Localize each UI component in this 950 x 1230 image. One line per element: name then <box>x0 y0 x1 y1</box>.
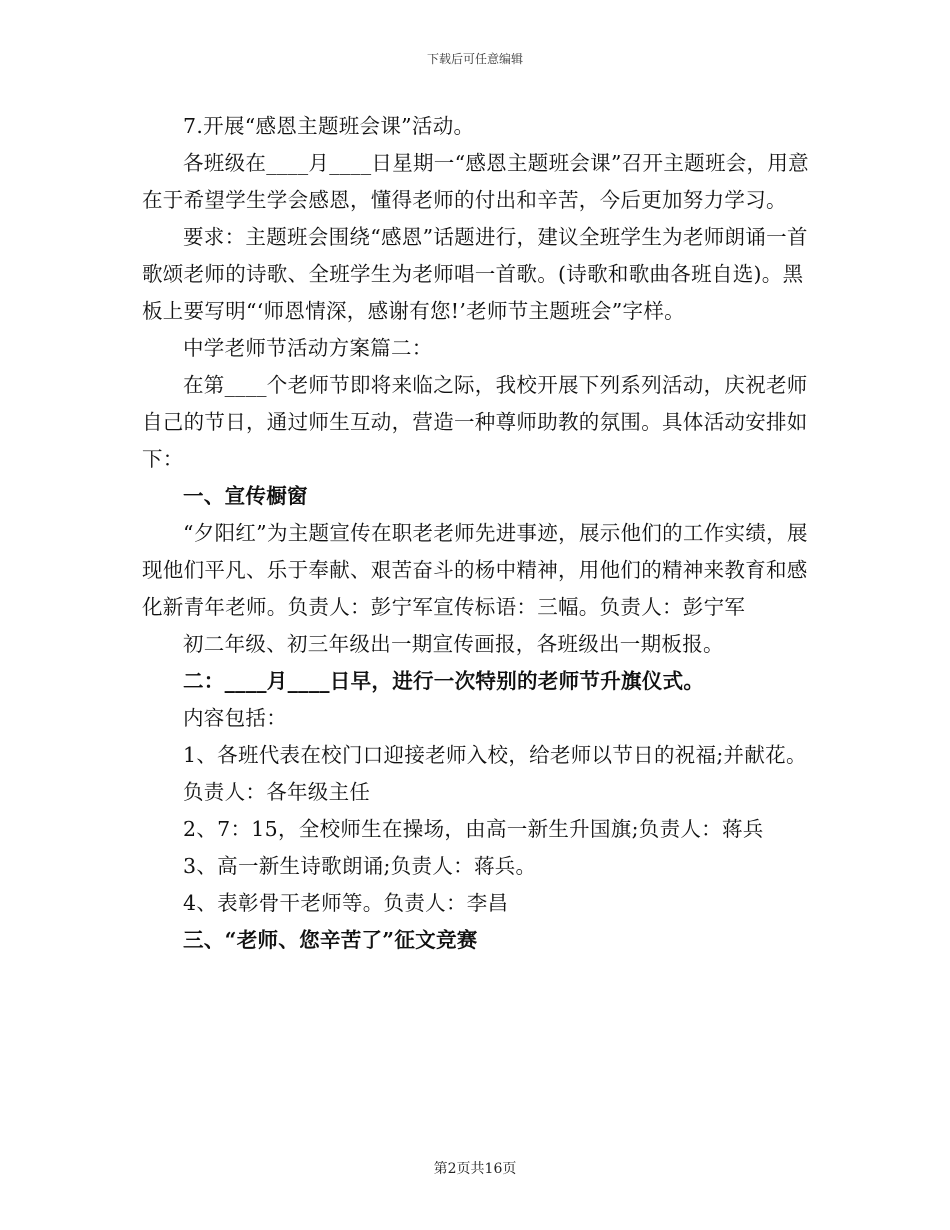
section-heading-1: 一、宣传橱窗 <box>183 484 308 508</box>
paragraph-10: 内容包括： <box>183 706 287 730</box>
paragraph-8: 初二年级、初三年级出一期宣传画报，各班级出一期板报。 <box>183 632 724 656</box>
document-body <box>142 108 812 959</box>
paragraph-7: “夕阳红”为主题宣传在职老老师先进事迹，展示他们的工作实绩，展现他们平凡、乐于奉献、艰苦奋斗的杨中精神，用他们的精神来教育和感化新青年老师。负责人：彭宁军宣传标语：三幅。负责人：彭宁军 <box>142 521 808 619</box>
paragraph-3: 要求：主题班会围绕“感恩”话题进行，建议全班学生为老师朗诵一首歌颂老师的诗歌、全班学生为老师唱一首歌。(诗歌和歌曲各班自选)。黑板上要写明“‘师恩情深，感谢有您!’老师节主题班会”字样。 <box>142 225 808 323</box>
paragraph-4: 中学老师节活动方案篇二： <box>183 336 433 360</box>
paragraph-11: 1、各班代表在校门口迎接老师入校，给老师以节日的祝福;并献花。 <box>183 743 807 767</box>
paragraph-1: 7.开展“感恩主题班会课”活动。 <box>183 114 475 138</box>
paragraph-15: 4、表彰骨干老师等。负责人：李昌 <box>183 891 509 915</box>
section-heading-2: 二：____月____日早，进行一次特别的老师节升旗仪式。 <box>183 669 705 693</box>
paragraph-13: 2、7：15，全校师生在操场，由高一新生升国旗;负责人：蒋兵 <box>183 817 764 841</box>
section-heading-3: 三、“老师、您辛苦了”征文竞赛 <box>183 928 478 952</box>
paragraph-2: 各班级在____月____日星期一“感恩主题班会课”召开主题班会，用意在于希望学生学会感恩，懂得老师的付出和辛苦，今后更加努力学习。 <box>142 151 809 212</box>
page-header-note: 下载后可任意编辑 <box>426 52 523 66</box>
paragraph-12: 负责人：各年级主任 <box>183 780 371 804</box>
paragraph-14: 3、高一新生诗歌朗诵;负责人：蒋兵。 <box>183 854 537 878</box>
page-number: 第2页共16页 <box>433 1161 517 1177</box>
paragraph-5: 在第____个老师节即将来临之际，我校开展下列系列活动，庆祝老师自己的节日，通过师生互动，营造一种尊师助教的氛围。具体活动安排如下： <box>142 373 808 471</box>
